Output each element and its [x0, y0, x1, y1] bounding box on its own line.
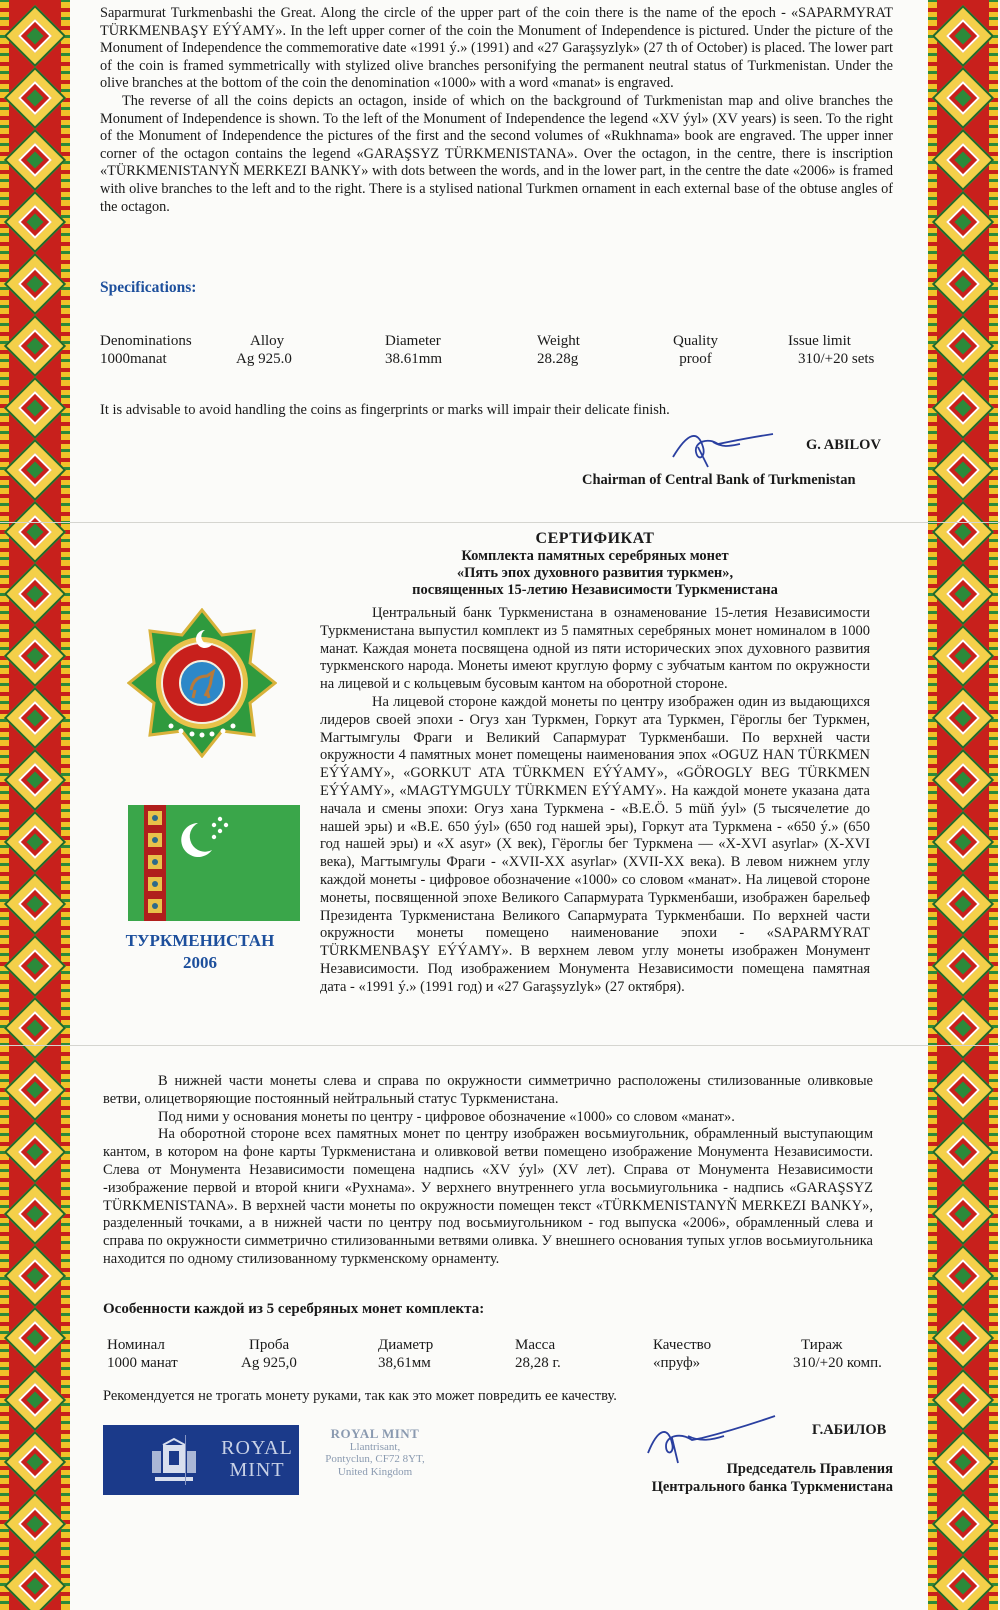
russian-signer-name: Г.АБИЛОВ	[812, 1422, 887, 1438]
spec-weight	[537, 332, 580, 368]
russian-paragraph-3: В нижней части монеты слева и справа по окружности симметрично расположены стилизованные оливковые ветви, олицетворяющие постоянный нейтральный статус Туркменистана.	[103, 1073, 873, 1107]
ornament-gul-icon	[4, 1493, 66, 1555]
spec-value: 310/+20 комп.	[793, 1355, 882, 1371]
spec-label: Issue limit	[788, 333, 851, 349]
turkmenistan-label	[100, 930, 300, 974]
spec-label: Проба	[249, 1337, 290, 1353]
ornament-gul-icon	[932, 563, 994, 625]
signature-russian	[640, 1408, 780, 1468]
royal-mint-word-2: MINT	[229, 1459, 285, 1481]
ornament-gul-icon	[932, 439, 994, 501]
ornament-gul-icon	[932, 315, 994, 377]
ru-spec-diameter	[378, 1336, 433, 1372]
ornament-gul-icon	[932, 935, 994, 997]
ornament-gul-icon	[4, 501, 66, 563]
spec-value: 1000manat	[100, 351, 167, 367]
ornament-gul-icon	[932, 1431, 994, 1493]
russian-paragraph-4: Под ними у основания монеты по центру - цифровое обозначение «1000» со словом «манат».	[158, 1108, 735, 1125]
left-ornament-border	[0, 0, 70, 1610]
ornament-gul-icon	[932, 129, 994, 191]
ru-spec-nominal	[107, 1336, 178, 1372]
spec-label: Weight	[537, 333, 580, 349]
ru-spec-proba	[241, 1336, 297, 1372]
russian-paragraph-5: На оборотной стороне всех памятных монет по центру изображен восьмиугольник, обрамленный выступающим кантом, в котором на фоне карты Туркменистана и оливковой ветви помещено изображение Монумента Независимости. Слева от Монумента Независимости помещена надпись «XV ýyl» (XV лет). Справа от Монумента Независимости -изображение первой и второй книги «Рухнама». У верхнего внутреннего угла восьмиугольника - надпись «GARAŞSYZ TÜRKMENISTANA». В верхней части монеты по окружности помещен текст «TÜRKMENISTANYŇ MERKEZI BANKY», разделенный точками, а в нижней части по центру под восьмиугольником - год выпуска «2006», обрамленный слева и справа по окружности симметрично стилизованными ветвями оливка. У внешнего основания тупых углов восьмиугольника находится по одному стилизованному туркменскому орнаменту.	[103, 1126, 873, 1267]
russian-recommendation: Рекомендуется не трогать монету руками, так как это может повредить ее качеству.	[103, 1388, 617, 1404]
emblem-year: 2006	[183, 953, 217, 972]
ornament-gul-icon	[932, 1555, 994, 1610]
ornament-gul-icon	[4, 1059, 66, 1121]
ornament-gul-icon	[4, 1245, 66, 1307]
russian-specifications-heading: Особенности каждой из 5 серебряных монет комплекта:	[103, 1301, 485, 1317]
spec-label: Номинал	[107, 1337, 165, 1353]
spec-label: Diameter	[385, 333, 441, 349]
ornament-gul-icon	[4, 687, 66, 749]
ornament-gul-icon	[4, 439, 66, 501]
spec-label: Quality	[673, 333, 718, 349]
spec-label: Alloy	[250, 333, 285, 349]
russian-description-lower	[103, 1073, 873, 1269]
ru-spec-mass	[515, 1336, 561, 1372]
ornament-gul-icon	[932, 191, 994, 253]
royal-mint-name: ROYAL MINT	[330, 1426, 420, 1441]
ornament-gul-icon	[932, 1369, 994, 1431]
country-name: ТУРКМЕНИСТАН	[125, 931, 275, 950]
spec-label: Масса	[515, 1337, 556, 1353]
spec-value: 38,61мм	[378, 1355, 431, 1371]
certificate-subtitle-1: Комплекта памятных серебряных монет	[461, 548, 729, 564]
ornament-gul-icon	[4, 377, 66, 439]
english-paragraph-2: The reverse of all the coins depicts an octagon, inside of which on the background of Turkmenistan map and olive branches the Monument of Independence is shown. To the left of the Monument of Independence the legend «XV ýyl» (XV years) is seen. To the right of the Monument of Independence the pictures of the first and the second volumes of «Rukhnama» book are engraved. The upper inner corner of the octagon contains the legend «GARAŞSYZ TÜRKMENISTANA». Over the octagon, in the centre, there is inscription «TÜRKMENISTANYŇ MERKEZI BANKY» with dots between the words, and in the lower part, in the centre the date «2006» is framed with olive branches to the left and to the right. There is a stylised national Turkmen ornament in each external base of the obtuse angles of the octagon.	[100, 92, 893, 215]
ru-spec-quality	[653, 1336, 711, 1372]
ru-spec-tirazh	[793, 1336, 882, 1372]
ornament-gul-icon	[4, 1369, 66, 1431]
royal-mint-address	[305, 1428, 445, 1478]
ornament-gul-icon	[932, 5, 994, 67]
specifications-heading: Specifications:	[100, 279, 197, 296]
spec-issue-limit	[788, 332, 874, 368]
spec-label: Качество	[653, 1337, 712, 1353]
ornament-gul-icon	[4, 315, 66, 377]
russian-description-upper	[320, 605, 870, 997]
spec-value: 28,28 г.	[515, 1355, 561, 1371]
royal-mint-address-line-3: United Kingdom	[337, 1465, 413, 1478]
russian-signer-title-line-1: Председатель Правления	[726, 1461, 893, 1477]
spec-value: 28.28g	[537, 351, 579, 367]
ornament-gul-icon	[4, 129, 66, 191]
ornament-gul-icon	[932, 1245, 994, 1307]
ornament-gul-icon	[932, 873, 994, 935]
ornament-gul-icon	[4, 1431, 66, 1493]
russian-signer-title-line-2: Центрального банка Туркменистана	[651, 1479, 893, 1495]
ornament-gul-icon	[932, 1493, 994, 1555]
spec-label: Denominations	[100, 333, 192, 349]
certificate-title: СЕРТИФИКАТ	[535, 530, 655, 547]
spec-alloy	[236, 332, 292, 368]
ornament-gul-icon	[4, 253, 66, 315]
ornament-gul-icon	[4, 1555, 66, 1610]
royal-mint-address-line-2: Pontyclun, CF72 8YT,	[325, 1453, 425, 1465]
english-signer-title: Chairman of Central Bank of Turkmenistan	[582, 472, 856, 488]
turkmenistan-flag-icon	[128, 805, 300, 921]
russian-signer-title	[623, 1460, 893, 1496]
fold-line-lower	[0, 1045, 1000, 1046]
ornament-gul-icon	[4, 935, 66, 997]
ornament-gul-icon	[4, 563, 66, 625]
spec-value: Ag 925.0	[236, 351, 292, 367]
certificate-heading	[320, 530, 870, 599]
russian-paragraph-2: На лицевой стороне каждой монеты по центру изображен один из выдающихся лидеров своей эпохи - Огуз хан Туркмен, Горкут ата Туркмен, Гёроглы бег Туркмен, Магтымгулы Фраги и Великий Сапармурат Туркменбаши. По верхней части окружности 4 памятных монет помещены наименования эпох «OGUZ HAN TÜRKMEN EÝÝAMY», «GORKUT ATA TÜRKMEN EÝÝAMY», «GÖROGLY BEG TÜRKMEN EÝÝAMY», «MAGTYMGULY TÜRKMEN EÝÝAMY». На каждой монете указана дата начала и смены эпохи: Огуз хана Туркмена - «B.E.Ö. 5 müň ýyl» (5 тысячелетие до нашей эры) и «B.E. 650 ýyl» (650 год нашей эры), Горкут ата Туркмена - «650 ý.» (650 год нашей эры) и «X asyr» (X век), Гёроглы бег Туркмена — «X-XVI asyrlar» (X-XVI века), Магтымгулы Фраги - «XVII-XX asyrlar» (XVII-XX века). В левом нижнем углу каждой монеты - цифровое обозначение «1000» со словом «манат». На лицевой стороне монеты, посвященной эпохе Великого Сапармурата Туркменбаши, изображен барельеф Президента Туркменистана Великого Сапармурата Туркменбаши. По верхней части окружности монеты помещено наименование эпохи - «SAPARMYRAT TÜRKMENBAŞY EÝÝAMY». В верхнем левом углу монеты изображен Монумент Независимости. Под изображением Монумента Независимости помещена памятная дата - «1991 ý.» (1991 год) и «27 Garaşsyzlyk» (27 октября).	[320, 693, 870, 995]
royal-mint-wordmark	[207, 1437, 307, 1481]
ornament-gul-icon	[4, 67, 66, 129]
ornament-gul-icon	[932, 501, 994, 563]
ornament-gul-icon	[932, 1307, 994, 1369]
spec-label: Тираж	[801, 1337, 843, 1353]
ornament-gul-icon	[932, 1183, 994, 1245]
english-description	[100, 5, 893, 216]
spec-value: «пруф»	[653, 1355, 701, 1371]
ornament-gul-icon	[4, 1183, 66, 1245]
ornament-gul-icon	[932, 1059, 994, 1121]
english-signer-name: G. ABILOV	[806, 437, 881, 453]
ornament-gul-icon	[932, 253, 994, 315]
royal-crest-icon	[149, 1435, 201, 1485]
ornament-gul-icon	[4, 1307, 66, 1369]
spec-label: Диаметр	[378, 1337, 434, 1353]
ornament-gul-icon	[4, 749, 66, 811]
certificate-subtitle-2: «Пять эпох духовного развития туркмен»,	[456, 565, 734, 581]
spec-value: proof	[679, 351, 712, 367]
spec-denominations	[100, 332, 192, 368]
ornament-gul-icon	[4, 811, 66, 873]
ornament-gul-icon	[4, 873, 66, 935]
royal-mint-word-1: ROYAL	[221, 1437, 293, 1459]
ornament-gul-icon	[932, 67, 994, 129]
english-paragraph-1: Saparmurat Turkmenbashi the Great. Along the circle of the upper part of the coin there is the name of the epoch - «SAPARMYRAT TÜRKMENBAŞY EÝÝAMY». In the left upper corner of the coin the Monument of Independence is pictured. Under the picture of the Monument of Independence the commemorative date «1991 ý.» (1991) and «27 Garaşsyzlyk» (27 th of October) is placed. The lower part of the coin is framed symmetrically with stylized olive branches personifying the permanent neutral status of Turkmenistan. Under the olive branches at the bottom of the coin the denomination «1000» with a word «manat» is engraved.	[100, 5, 893, 92]
certificate-subtitle-3: посвященных 15-летию Независимости Туркменистана	[412, 582, 778, 598]
ornament-gul-icon	[932, 1121, 994, 1183]
royal-mint-address-line-1: Llantrisant,	[349, 1440, 401, 1453]
ornament-gul-icon	[4, 1121, 66, 1183]
ornament-gul-icon	[4, 191, 66, 253]
ornament-gul-icon	[4, 5, 66, 67]
spec-value: 310/+20 sets	[798, 351, 875, 367]
turkmenistan-emblem-icon	[127, 608, 277, 758]
ornament-gul-icon	[932, 625, 994, 687]
handling-advisory: It is advisable to avoid handling the coins as fingerprints or marks will impair their delicate finish.	[100, 402, 670, 418]
spec-value: Ag 925,0	[241, 1355, 297, 1371]
ornament-gul-icon	[932, 811, 994, 873]
signature-english	[668, 422, 778, 472]
ornament-gul-icon	[4, 625, 66, 687]
ornament-gul-icon	[932, 997, 994, 1059]
royal-mint-logo	[103, 1425, 299, 1495]
fold-line-upper	[0, 522, 1000, 523]
ornament-gul-icon	[932, 377, 994, 439]
ornament-gul-icon	[4, 997, 66, 1059]
spec-value: 1000 манат	[107, 1355, 178, 1371]
ornament-gul-icon	[932, 687, 994, 749]
ornament-gul-icon	[932, 749, 994, 811]
spec-diameter	[385, 332, 442, 368]
right-ornament-border	[928, 0, 998, 1610]
spec-value: 38.61mm	[385, 351, 443, 367]
spec-quality	[673, 332, 718, 368]
russian-paragraph-1: Центральный банк Туркменистана в ознаменование 15-летия Независимости Туркменистана выпустил комплект из 5 памятных серебряных монет номиналом в 1000 манат. Каждая монета посвящена одной из пяти исторических эпох духовного развития туркменского народа. Монеты имеют круглую форму с зубчатым кантом по окружности на лицевой и с кольцевым бусовым кантом на оборотной стороне.	[320, 605, 870, 693]
